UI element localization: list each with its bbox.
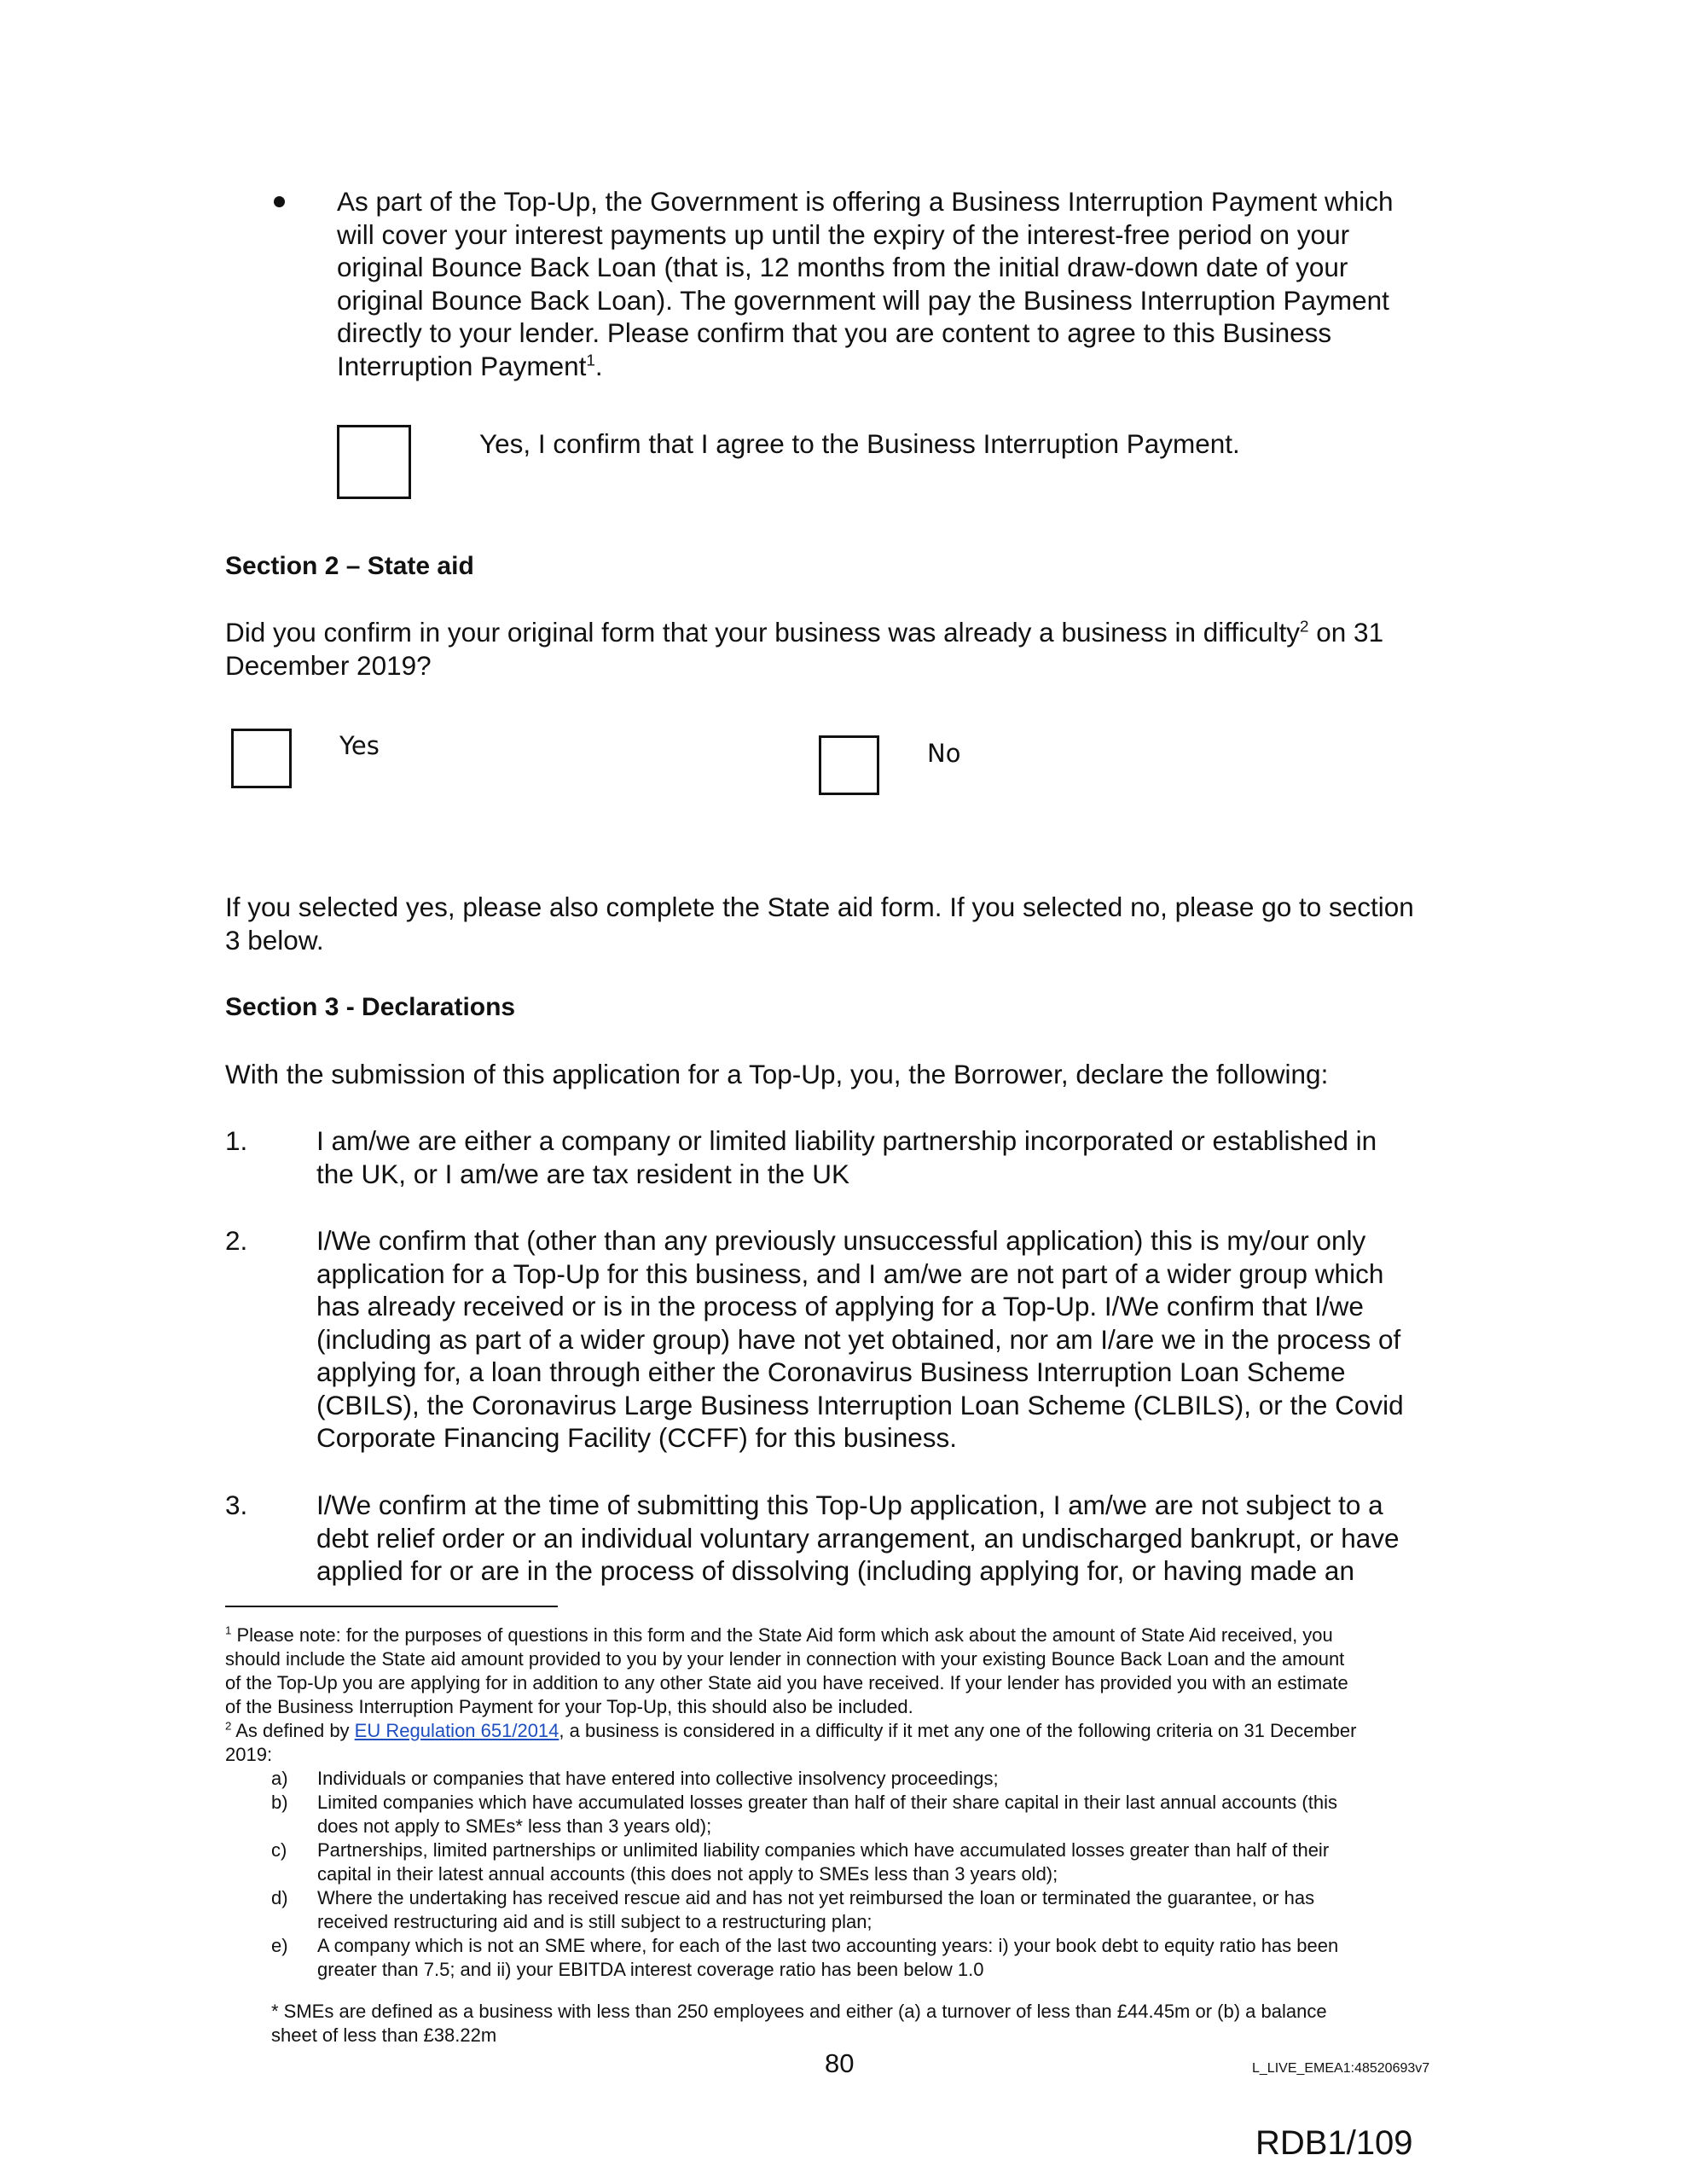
text-line: I/We confirm that (other than any previously unsuccessful application) this is my/our only [316,1225,1366,1256]
declaration-number: 2. [225,1225,248,1256]
sme-definition [271,2000,1454,2048]
text-line: I am/we are either a company or limited liability partnership incorporated or established in [316,1125,1377,1156]
text-line: application for a Top-Up for this business, and I am/we are not part of a wider group which [316,1258,1384,1289]
text-line: received restructuring aid and is still subject to a restructuring plan; [317,1911,872,1932]
yes-label: Yes [339,731,380,760]
yes-checkbox[interactable] [231,729,292,788]
bip-paragraph [337,185,1454,382]
text-line: 3 below. [225,924,324,956]
text-line: sheet of less than £38.22m [271,2024,497,2046]
text-fragment: on 31 [1308,617,1384,648]
criteria-item-c [317,1838,1454,1886]
text-line: (CBILS), the Coronavirus Large Business Interruption Loan Scheme (CLBILS), or the Covid [316,1389,1404,1420]
footnote-ref-2[interactable]: 2 [1300,618,1309,636]
section3-heading: Section 3 - Declarations [225,993,516,1021]
text-line: original Bounce Back Loan). The government will pay the Business Interruption Payment [337,284,1389,316]
text-fragment: Did you confirm in your original form that your business was already a business in difficulty [225,617,1300,648]
text-line: Partnerships, limited partnerships or unlimited liability companies which have accumulated losses greater than half of their [317,1839,1330,1861]
footnote-1 [225,1623,1454,1719]
text-line: capital in their latest annual accounts (this does not apply to SMEs less than 3 years old); [317,1863,1058,1885]
declaration-number: 1. [225,1125,248,1156]
text-line: Where the undertaking has received rescue aid and has not yet reimbursed the loan or terminated the guarantee, or has [317,1887,1315,1908]
criteria-item-b [317,1791,1454,1838]
bip-confirm-checkbox[interactable] [337,425,411,499]
text-line: Corporate Financing Facility (CCFF) for this business. [316,1422,957,1453]
text-fragment: Interruption Payment [337,350,587,381]
text-line: the UK, or I am/we are tax resident in the UK [316,1158,850,1189]
criteria-letter: a) [271,1768,288,1789]
text-line: applying for, a loan through either the Coronavirus Business Interruption Loan Scheme [316,1356,1346,1387]
text-line: of the Business Interruption Payment for your Top-Up, this should also be included. [225,1696,913,1717]
text-line [337,350,1454,383]
text-line: directly to your lender. Please confirm that you are content to agree to this Business [337,317,1332,348]
criteria-item-d [317,1886,1454,1934]
text-line: will cover your interest payments up until the expiry of the interest-free period on your [337,218,1350,250]
page-number: 80 [825,2048,855,2078]
eu-regulation-link[interactable]: EU Regulation 651/2014 [354,1720,559,1741]
criteria-item-e [317,1934,1454,1982]
declaration-item-1 [316,1124,1454,1190]
text-line [225,1623,1454,1647]
document-reference: L_LIVE_EMEA1:48520693v7 [1252,2061,1430,2076]
criteria-letter: c) [271,1839,287,1861]
text-line: * SMEs are defined as a business with less than 250 employees and either (a) a turnover of less than £44.45m or (b) a balance [271,2001,1327,2022]
text-fragment: . [594,350,603,381]
footnote-ref-1[interactable]: 1 [586,351,595,369]
text-line: debt relief order or an individual voluntary arrangement, an undischarged bankrupt, or have [316,1522,1400,1554]
footnote-2 [225,1719,1454,1767]
text-fragment: Please note: for the purposes of questions in this form and the State Aid form which ask about the amount of State Aid received, you [231,1624,1333,1646]
text-line: original Bounce Back Loan (that is, 12 months from the initial draw-down date of your [337,252,1348,282]
text-line: A company which is not an SME where, for each of the last two accounting years: i) your book debt to equity ratio has been [317,1935,1339,1956]
text-line: does not apply to SMEs* less than 3 years old); [317,1815,712,1837]
section2-heading: Section 2 – State aid [225,552,474,580]
criteria-letter: d) [271,1887,288,1908]
criteria-letter: b) [271,1792,288,1813]
no-checkbox[interactable] [819,735,879,795]
text-line: Limited companies which have accumulated losses greater than half of their share capital in their last annual accounts (this [317,1792,1337,1813]
criteria-letter: e) [271,1935,288,1956]
text-fragment: , a business is considered in a difficulty if it met any one of the following criteria on 31 December [559,1720,1357,1741]
text-line [225,616,1454,649]
text-line: of the Top-Up you are applying for in addition to any other State aid you have received. If your lender has provided you with an estimate [225,1672,1348,1693]
text-line [225,1719,1454,1743]
declaration-item-2 [316,1224,1454,1455]
exhibit-stamp: RDB1/109 [1255,2124,1413,2162]
footnote-marker: 2 [225,1719,232,1733]
section3-intro: With the submission of this application for a Top-Up, you, the Borrower, declare the following: [225,1059,1329,1089]
footnote-marker: 1 [225,1623,232,1637]
text-line: I/We confirm at the time of submitting this Top-Up application, I am/we are not subject to a [316,1490,1383,1520]
declaration-item-3 [316,1489,1454,1588]
text-line: December 2019? [225,649,432,681]
section2-question [225,616,1454,682]
text-line: Individuals or companies that have entered into collective insolvency proceedings; [317,1768,999,1789]
text-line: should include the State aid amount provided to you by your lender in connection with your existing Bounce Back Loan and the amount [225,1648,1345,1670]
text-line: If you selected yes, please also complete the State aid form. If you selected no, please go to section [225,892,1414,922]
bip-confirm-label: Yes, I confirm that I agree to the Business Interruption Payment. [479,428,1240,459]
text-line: As part of the Top-Up, the Government is offering a Business Interruption Payment which [337,186,1394,217]
declaration-number: 3. [225,1490,248,1520]
text-line: applied for or are in the process of dissolving (including applying for, or having made an [316,1555,1354,1586]
section2-instruction [225,891,1454,956]
criteria-item-a [317,1767,1454,1791]
footnote-separator [225,1606,558,1607]
text-fragment: As defined by [231,1720,355,1741]
bullet-point [274,196,285,207]
text-line: (including as part of a wider group) have not yet obtained, nor am I/are we in the process of [316,1323,1401,1355]
text-line: 2019: [225,1744,273,1765]
no-label: No [927,739,961,768]
text-line: has already received or is in the process of applying for a Top-Up. I/We confirm that I/we [316,1291,1364,1321]
text-line: greater than 7.5; and ii) your EBITDA interest coverage ratio has been below 1.0 [317,1959,984,1980]
